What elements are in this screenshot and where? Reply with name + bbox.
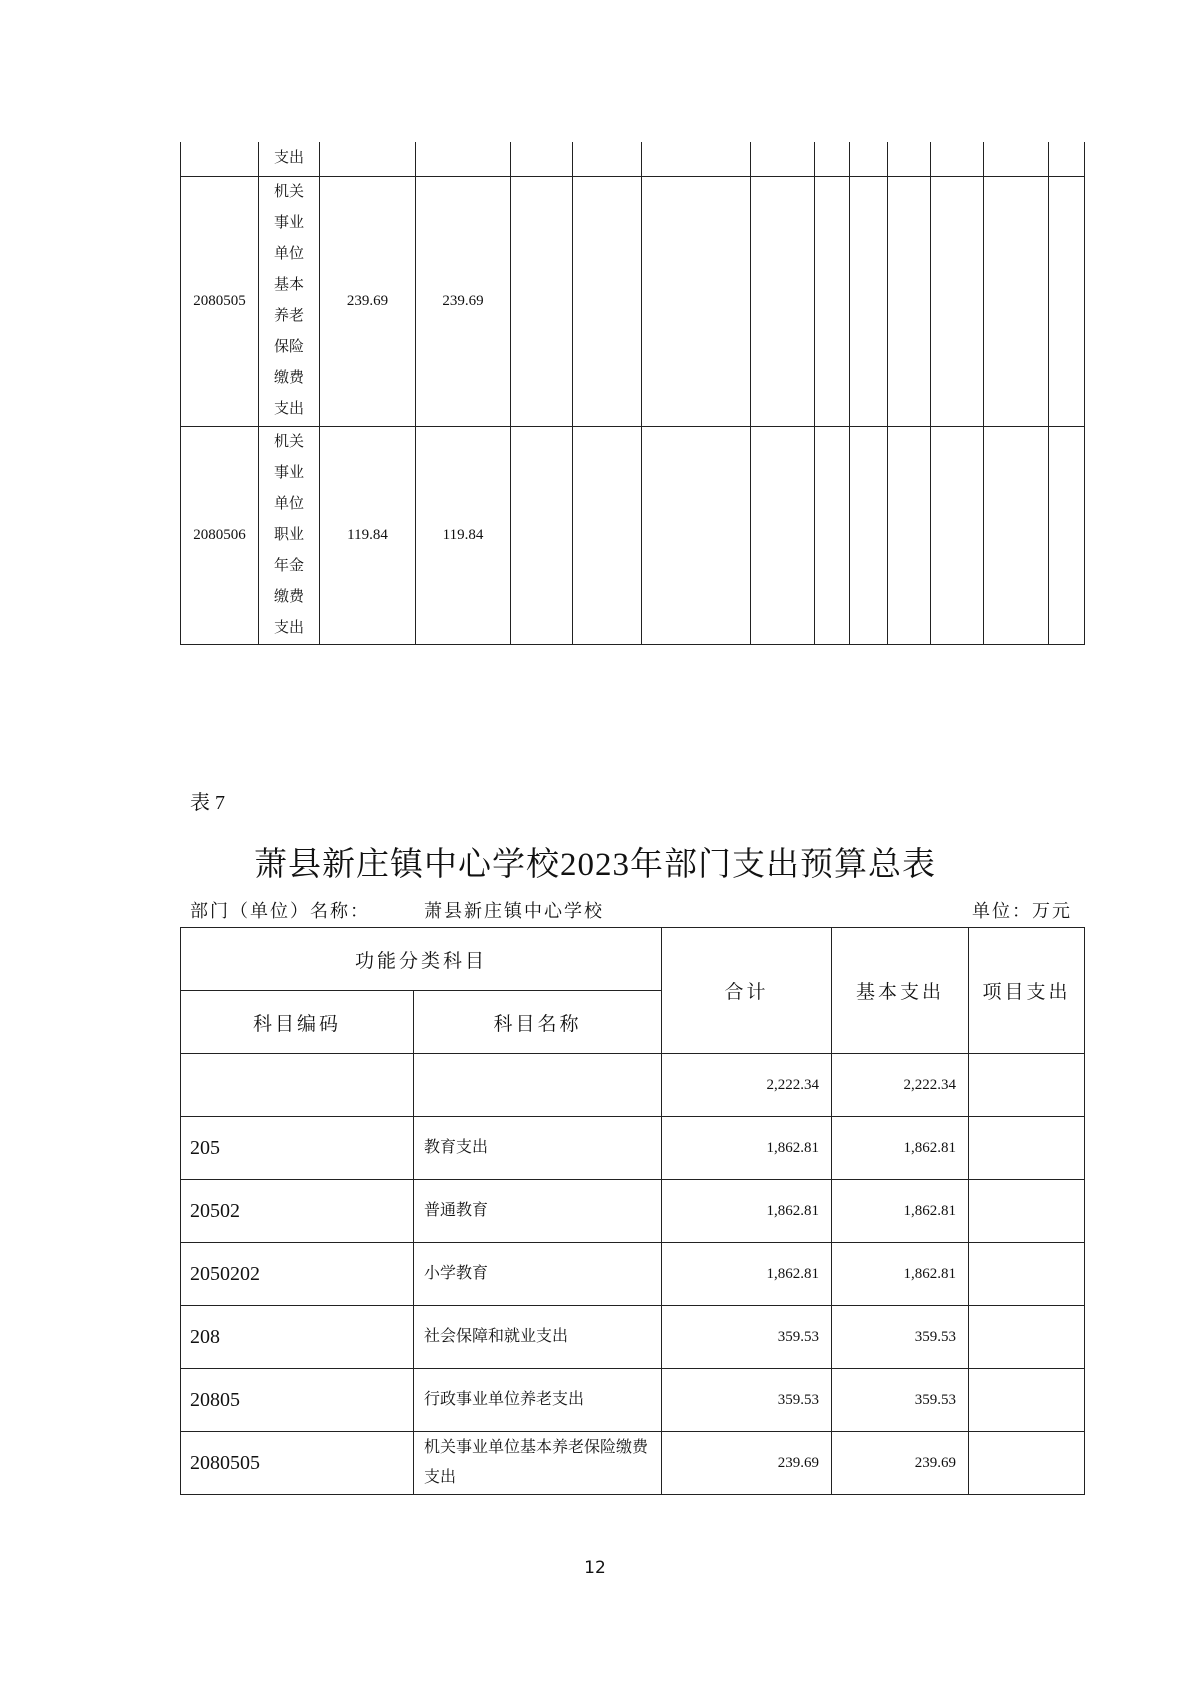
basic-cell — [416, 142, 511, 176]
table-row — [181, 1243, 1085, 1306]
empty-cell — [850, 142, 888, 176]
name-line: 职业 — [273, 526, 304, 543]
table-row — [181, 1180, 1085, 1243]
empty-cell — [984, 176, 1049, 426]
basic-cell: 359.53 — [832, 1369, 969, 1432]
total-cell: 359.53 — [662, 1306, 832, 1369]
empty-cell — [573, 142, 642, 176]
unit-label: 单位：万元 — [972, 901, 1072, 921]
table-row — [181, 142, 1085, 176]
name-line: 事业 — [273, 464, 304, 481]
basic-cell: 239.69 — [832, 1432, 969, 1495]
name-cell: 教育支出 — [414, 1117, 662, 1180]
project-cell — [969, 1306, 1085, 1369]
name-line: 单位 — [273, 246, 304, 262]
basic-cell: 239.69 — [416, 176, 511, 426]
name-line: 机关 — [273, 433, 304, 450]
basic-cell: 2,222.34 — [832, 1054, 969, 1117]
empty-cell — [931, 142, 984, 176]
empty-cell — [931, 176, 984, 426]
name-line: 保险 — [273, 339, 304, 355]
total-cell: 2,222.34 — [662, 1054, 832, 1117]
header-basic: 基本支出 — [832, 928, 969, 1054]
project-cell — [969, 1369, 1085, 1432]
name-cell: 小学教育 — [414, 1243, 662, 1306]
table-row — [181, 1432, 1085, 1495]
empty-cell — [931, 426, 984, 644]
dept-value: 萧县新庄镇中心学校 — [424, 901, 604, 921]
code-cell: 2050202 — [181, 1243, 414, 1306]
empty-cell — [573, 176, 642, 426]
empty-cell — [751, 176, 815, 426]
expenditure-summary-table — [180, 927, 1085, 1495]
basic-cell: 359.53 — [832, 1306, 969, 1369]
empty-cell — [1049, 142, 1085, 176]
name-line: 年金 — [273, 557, 304, 574]
table-label: 表 7 — [190, 792, 225, 814]
empty-cell — [815, 142, 850, 176]
empty-cell — [642, 176, 751, 426]
basic-cell: 119.84 — [416, 426, 511, 644]
empty-cell — [1049, 176, 1085, 426]
total-cell: 239.69 — [662, 1432, 832, 1495]
name-line: 支出 — [273, 150, 304, 167]
empty-cell — [511, 426, 573, 644]
header-code: 科目编码 — [181, 991, 414, 1054]
header-name: 科目名称 — [414, 991, 662, 1054]
code-cell — [181, 1054, 414, 1117]
total-cell — [320, 142, 416, 176]
continued-expenditure-table — [180, 142, 1085, 645]
header-project: 项目支出 — [969, 928, 1085, 1054]
empty-cell — [984, 142, 1049, 176]
project-cell — [969, 1432, 1085, 1495]
total-cell: 119.84 — [320, 426, 416, 644]
code-cell: 2080506 — [181, 426, 259, 644]
name-line: 事业 — [273, 215, 304, 231]
empty-cell — [815, 426, 850, 644]
code-cell: 20502 — [181, 1180, 414, 1243]
empty-cell — [888, 142, 931, 176]
name-cell: 机关事业单位基本养老保险缴费支出 — [414, 1432, 662, 1495]
code-cell: 205 — [181, 1117, 414, 1180]
empty-cell — [888, 176, 931, 426]
basic-cell: 1,862.81 — [832, 1243, 969, 1306]
total-cell: 1,862.81 — [662, 1117, 832, 1180]
name-line: 支出 — [273, 619, 304, 636]
empty-cell — [642, 142, 751, 176]
table-row — [181, 426, 1085, 644]
page-title: 萧县新庄镇中心学校2023年部门支出预算总表 — [254, 847, 936, 883]
project-cell — [969, 1180, 1085, 1243]
name-line: 支出 — [273, 401, 304, 417]
name-line: 缴费 — [273, 370, 304, 386]
header-group: 功能分类科目 — [181, 928, 662, 991]
name-cell: 社会保障和就业支出 — [414, 1306, 662, 1369]
name-cell: 行政事业单位养老支出 — [414, 1369, 662, 1432]
header-total: 合计 — [662, 928, 832, 1054]
empty-cell — [511, 142, 573, 176]
page-number: 12 — [584, 1558, 606, 1578]
project-cell — [969, 1117, 1085, 1180]
empty-cell — [888, 426, 931, 644]
empty-cell — [850, 426, 888, 644]
name-line: 机关 — [273, 184, 304, 200]
name-cell — [414, 1054, 662, 1117]
empty-cell — [815, 176, 850, 426]
name-cell — [259, 426, 320, 644]
table-row — [181, 1369, 1085, 1432]
name-line: 基本 — [273, 277, 304, 293]
empty-cell — [751, 142, 815, 176]
basic-cell: 1,862.81 — [832, 1117, 969, 1180]
empty-cell — [511, 176, 573, 426]
table-row — [181, 1117, 1085, 1180]
name-cell — [259, 142, 320, 176]
name-cell: 普通教育 — [414, 1180, 662, 1243]
empty-cell — [573, 426, 642, 644]
empty-cell — [751, 426, 815, 644]
empty-cell — [1049, 426, 1085, 644]
total-cell: 239.69 — [320, 176, 416, 426]
code-cell: 20805 — [181, 1369, 414, 1432]
code-cell: 2080505 — [181, 1432, 414, 1495]
name-cell — [259, 176, 320, 426]
table-row — [181, 1054, 1085, 1117]
code-cell: 2080505 — [181, 176, 259, 426]
name-line: 养老 — [273, 308, 304, 324]
total-cell: 1,862.81 — [662, 1180, 832, 1243]
code-cell: 208 — [181, 1306, 414, 1369]
empty-cell — [984, 426, 1049, 644]
table-row — [181, 1306, 1085, 1369]
project-cell — [969, 1054, 1085, 1117]
total-cell: 359.53 — [662, 1369, 832, 1432]
name-line: 单位 — [273, 495, 304, 512]
empty-cell — [850, 176, 888, 426]
name-line: 缴费 — [273, 588, 304, 605]
table-row — [181, 176, 1085, 426]
total-cell: 1,862.81 — [662, 1243, 832, 1306]
project-cell — [969, 1243, 1085, 1306]
empty-cell — [642, 426, 751, 644]
basic-cell: 1,862.81 — [832, 1180, 969, 1243]
dept-label: 部门（单位）名称： — [190, 901, 370, 921]
code-cell — [181, 142, 259, 176]
